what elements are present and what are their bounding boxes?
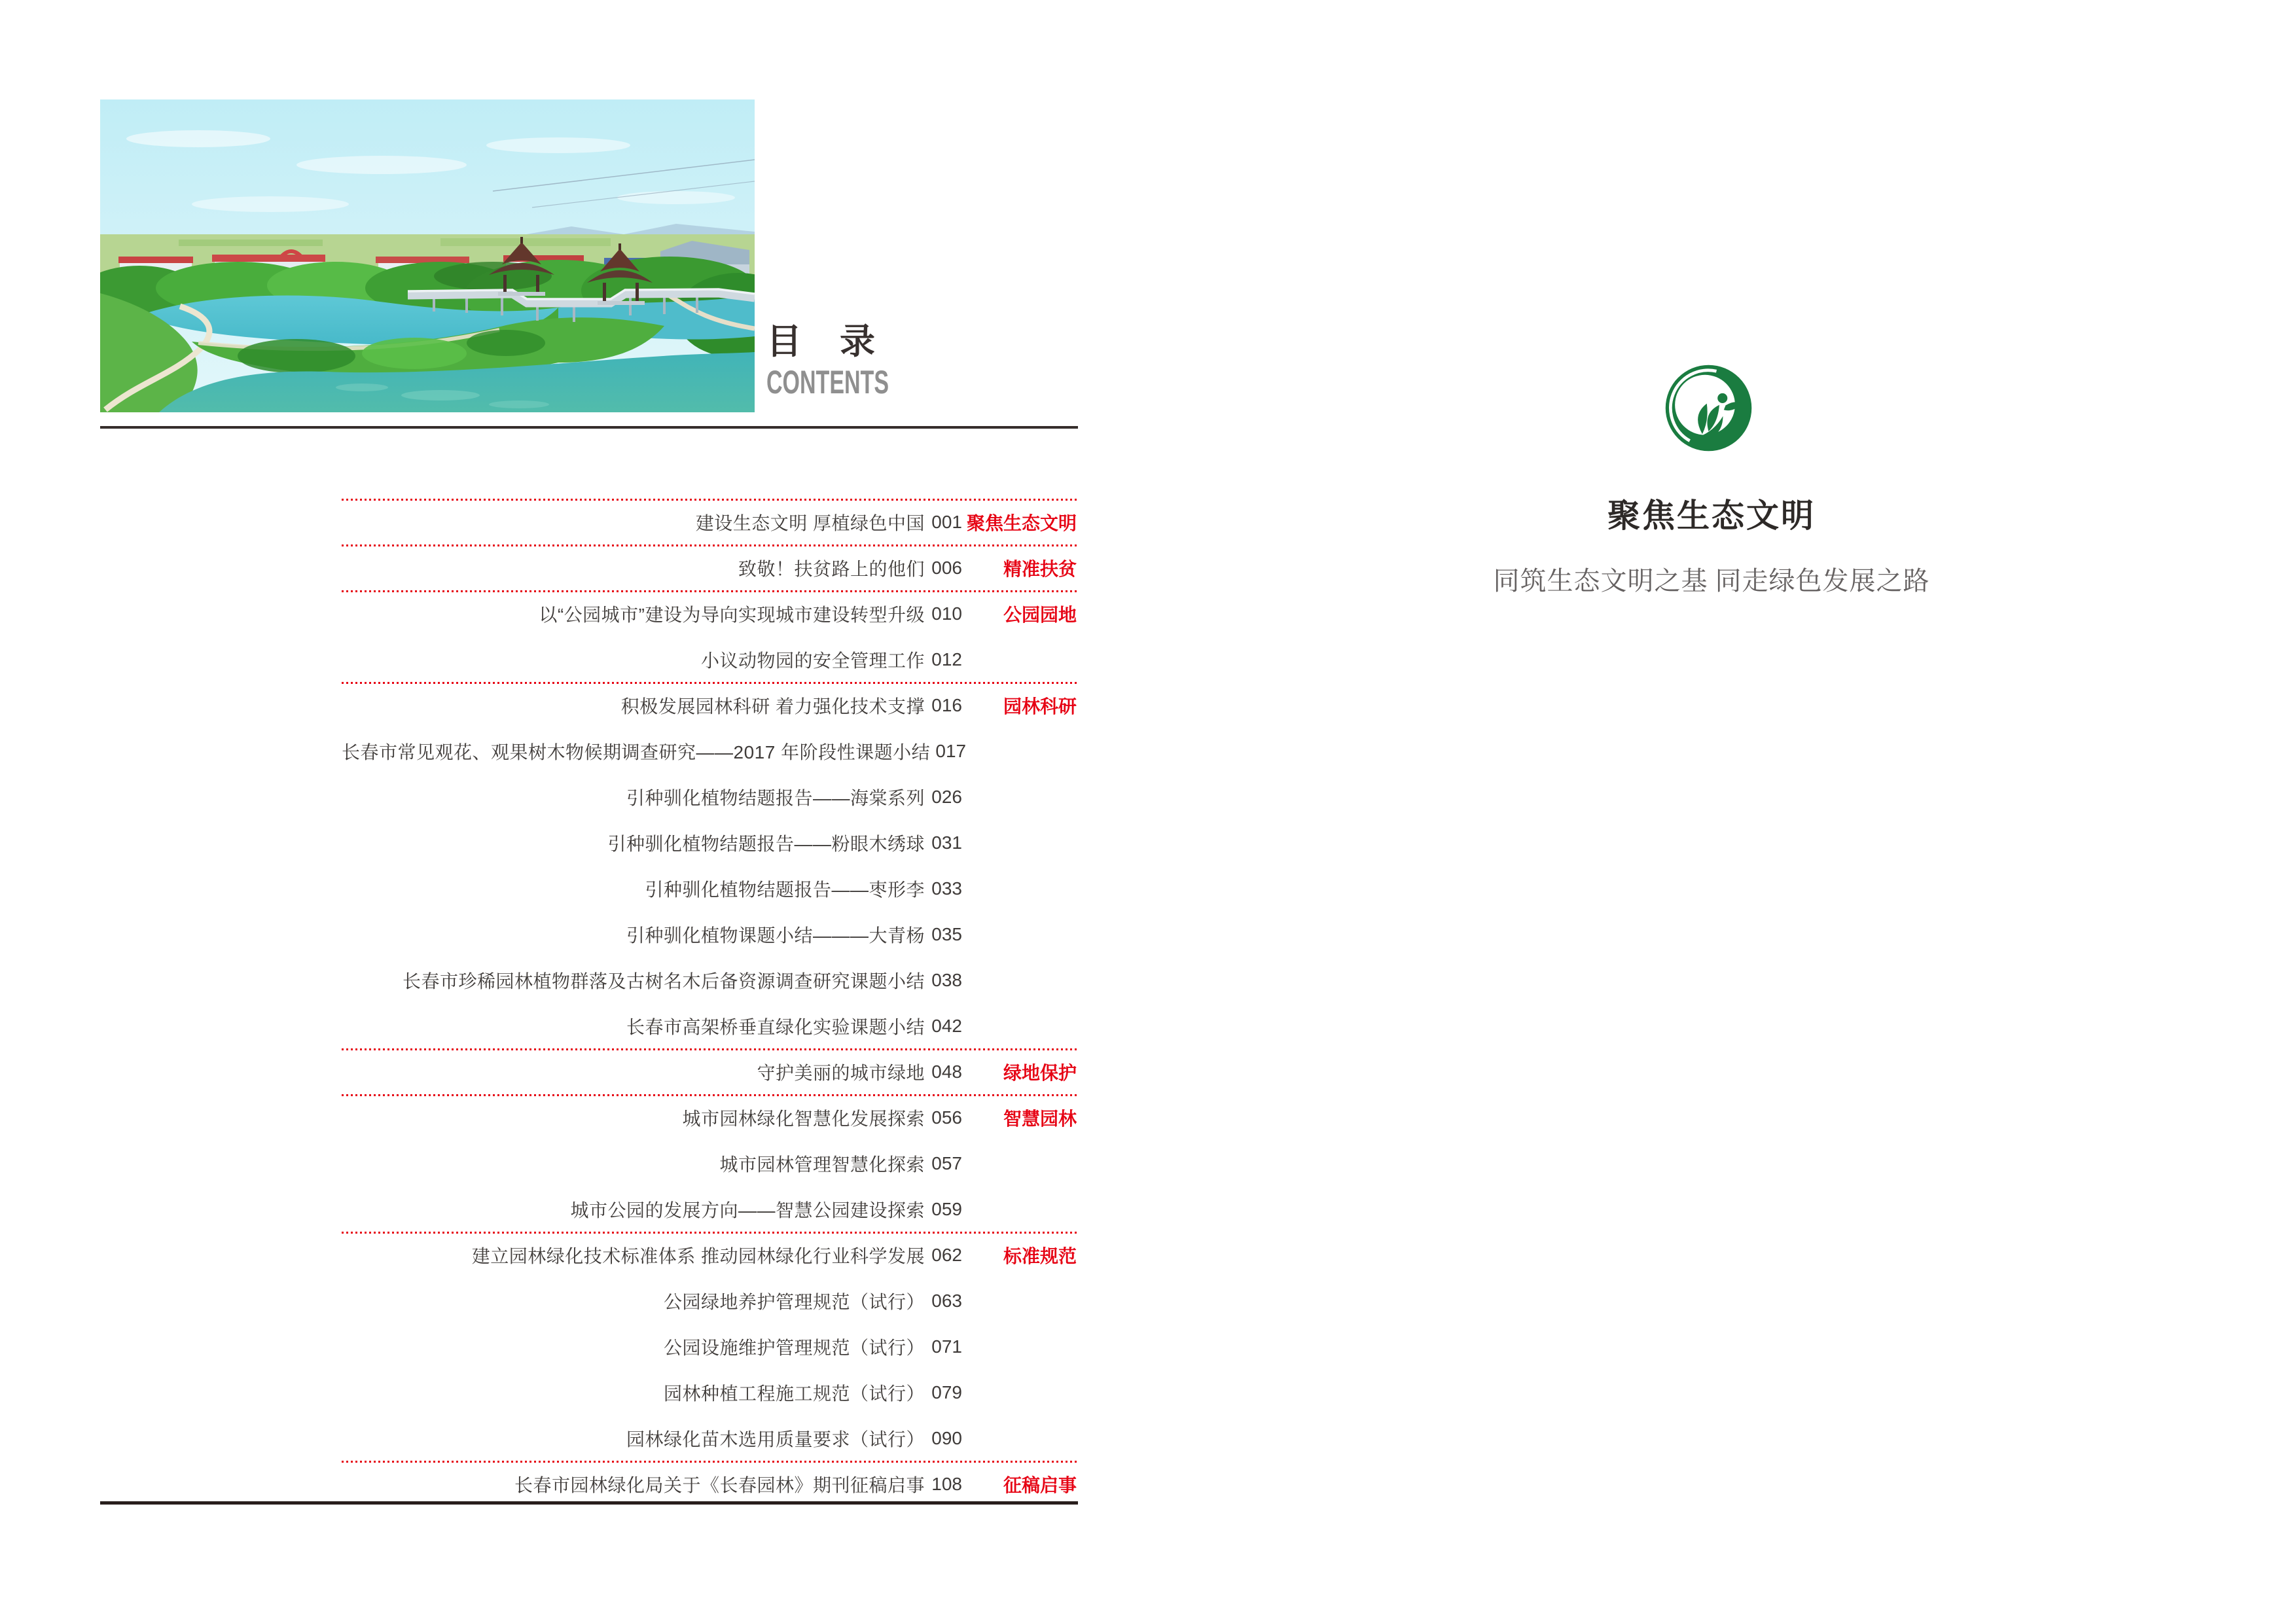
- toc-entry-page-number: 010: [931, 603, 962, 624]
- toc-entry-page-number: 056: [931, 1107, 962, 1128]
- toc-entry-row[interactable]: [342, 1186, 1077, 1232]
- toc-entry-title: 长春市高架桥垂直绿化实验课题小结: [626, 1017, 925, 1037]
- feature-subtitle: 同筑生态文明之基 同走绿色发展之路: [1493, 566, 1930, 596]
- toc-entry-page-number: 033: [931, 878, 962, 899]
- toc-entry-row[interactable]: [342, 1141, 1077, 1186]
- toc-entry-title: 引种驯化植物结题报告——枣形李: [645, 880, 925, 900]
- toc-entry-row[interactable]: [342, 912, 1077, 957]
- toc-entry-row[interactable]: [342, 866, 1077, 912]
- toc-list: [342, 499, 1077, 1507]
- toc-subtitle: CONTENTS: [766, 363, 889, 401]
- toc-entry-row[interactable]: [342, 1461, 1077, 1507]
- toc-entry-row[interactable]: [342, 637, 1077, 683]
- toc-entry-page-number: 059: [931, 1199, 962, 1219]
- toc-section-label: 智慧园林: [1003, 1109, 1077, 1129]
- toc-entry-title: 公园设施维护管理规范（试行）: [663, 1338, 925, 1358]
- toc-entry-title: 建设生态文明 厚植绿色中国: [695, 513, 925, 533]
- toc-entry-title: 引种驯化植物课题小结———大青杨: [626, 925, 925, 946]
- toc-section-label: 园林科研: [1003, 696, 1077, 717]
- footer-rule: [100, 1501, 1078, 1505]
- toc-entry-page-number: 031: [931, 832, 962, 853]
- toc-entry-row[interactable]: [342, 1232, 1077, 1278]
- toc-entry-row[interactable]: [342, 683, 1077, 728]
- toc-entry-row[interactable]: [342, 1370, 1077, 1416]
- toc-entry-title: 城市公园的发展方向——智慧公园建设探索: [570, 1200, 925, 1221]
- toc-entry-title: 以“公园城市”建设为导向实现城市建设转型升级: [539, 605, 925, 625]
- toc-entry-page-number: 017: [935, 741, 967, 761]
- toc-entry-title: 长春市园林绿化局关于《长春园林》期刊征稿启事: [514, 1475, 925, 1495]
- toc-entry-page-number: 079: [931, 1382, 962, 1402]
- header-rule: [100, 426, 1078, 429]
- toc-entry-page-number: 042: [931, 1016, 962, 1036]
- toc-entry-title: 园林种植工程施工规范（试行）: [663, 1383, 925, 1404]
- toc-header: [766, 323, 946, 399]
- toc-title: 目 录: [766, 322, 876, 361]
- toc-entry-page-number: 006: [931, 558, 962, 578]
- toc-entry-title: 城市园林绿化智慧化发展探索: [682, 1109, 925, 1129]
- toc-entry-title: 公园绿地养护管理规范（试行）: [663, 1292, 925, 1312]
- toc-section-label: 精准扶贫: [1003, 559, 1077, 579]
- toc-entry-page-number: 035: [931, 924, 962, 944]
- toc-entry-row[interactable]: [342, 1278, 1077, 1324]
- toc-entry-row[interactable]: [342, 1003, 1077, 1049]
- toc-entry-row[interactable]: [342, 591, 1077, 637]
- toc-section-label: 公园园地: [1003, 605, 1077, 625]
- toc-entry-row[interactable]: [342, 1095, 1077, 1141]
- toc-entry-page-number: 090: [931, 1428, 962, 1448]
- toc-entry-page-number: 108: [931, 1474, 962, 1494]
- lake-park-photo-illustration: [100, 99, 755, 412]
- toc-entry-title: 小议动物园的安全管理工作: [700, 651, 925, 671]
- toc-entry-page-number: 016: [931, 695, 962, 715]
- toc-entry-row[interactable]: [342, 499, 1077, 545]
- toc-entry-title: 长春市珍稀园林植物群落及古树名木后备资源调查研究课题小结: [402, 971, 925, 991]
- toc-entry-title: 引种驯化植物结题报告——粉眼木绣球: [607, 834, 925, 854]
- toc-entry-title: 守护美丽的城市绿地: [757, 1063, 925, 1083]
- toc-entry-page-number: 038: [931, 970, 962, 990]
- green-ring-sprout-person-logo-icon: [1664, 363, 1753, 453]
- toc-entry-page-number: 026: [931, 787, 962, 807]
- toc-entry-row[interactable]: [342, 1049, 1077, 1095]
- toc-section-label: 标准规范: [1003, 1246, 1077, 1266]
- toc-entry-row[interactable]: [342, 728, 1077, 774]
- toc-entry-page-number: 001: [931, 512, 962, 532]
- toc-entry-title: 长春市常见观花、观果树木物候期调查研究——2017 年阶段性课题小结: [342, 742, 931, 762]
- toc-entry-title: 建立园林绿化技术标准体系 推动园林绿化行业科学发展: [471, 1246, 925, 1266]
- toc-entry-title: 城市园林管理智慧化探索: [719, 1154, 925, 1175]
- toc-entry-title: 引种驯化植物结题报告——海棠系列: [626, 788, 925, 808]
- logo-graphic: [1664, 363, 1753, 453]
- feature-title: 聚焦生态文明: [1607, 497, 1816, 534]
- toc-entry-page-number: 012: [931, 649, 962, 669]
- toc-entry-page-number: 071: [931, 1336, 962, 1357]
- toc-entry-row[interactable]: [342, 957, 1077, 1003]
- toc-entry-page-number: 063: [931, 1291, 962, 1311]
- toc-entry-page-number: 057: [931, 1153, 962, 1173]
- toc-entry-row[interactable]: [342, 820, 1077, 866]
- toc-entry-row[interactable]: [342, 1324, 1077, 1370]
- toc-section-label: 聚焦生态文明: [966, 513, 1077, 533]
- toc-entry-title: 园林绿化苗木选用质量要求（试行）: [626, 1429, 925, 1450]
- toc-entry-page-number: 062: [931, 1245, 962, 1265]
- toc-entry-row[interactable]: [342, 545, 1077, 591]
- toc-section-label: 绿地保护: [1003, 1063, 1077, 1083]
- toc-entry-row[interactable]: [342, 1416, 1077, 1461]
- lake-park-aerial-photo: [100, 99, 755, 412]
- toc-entry-title: 积极发展园林科研 着力强化技术支撑: [620, 696, 925, 717]
- toc-entry-page-number: 048: [931, 1061, 962, 1082]
- toc-entry-row[interactable]: [342, 774, 1077, 820]
- toc-section-label: 征稿启事: [1003, 1475, 1077, 1495]
- toc-entry-title: 致敬！扶贫路上的他们: [738, 559, 925, 579]
